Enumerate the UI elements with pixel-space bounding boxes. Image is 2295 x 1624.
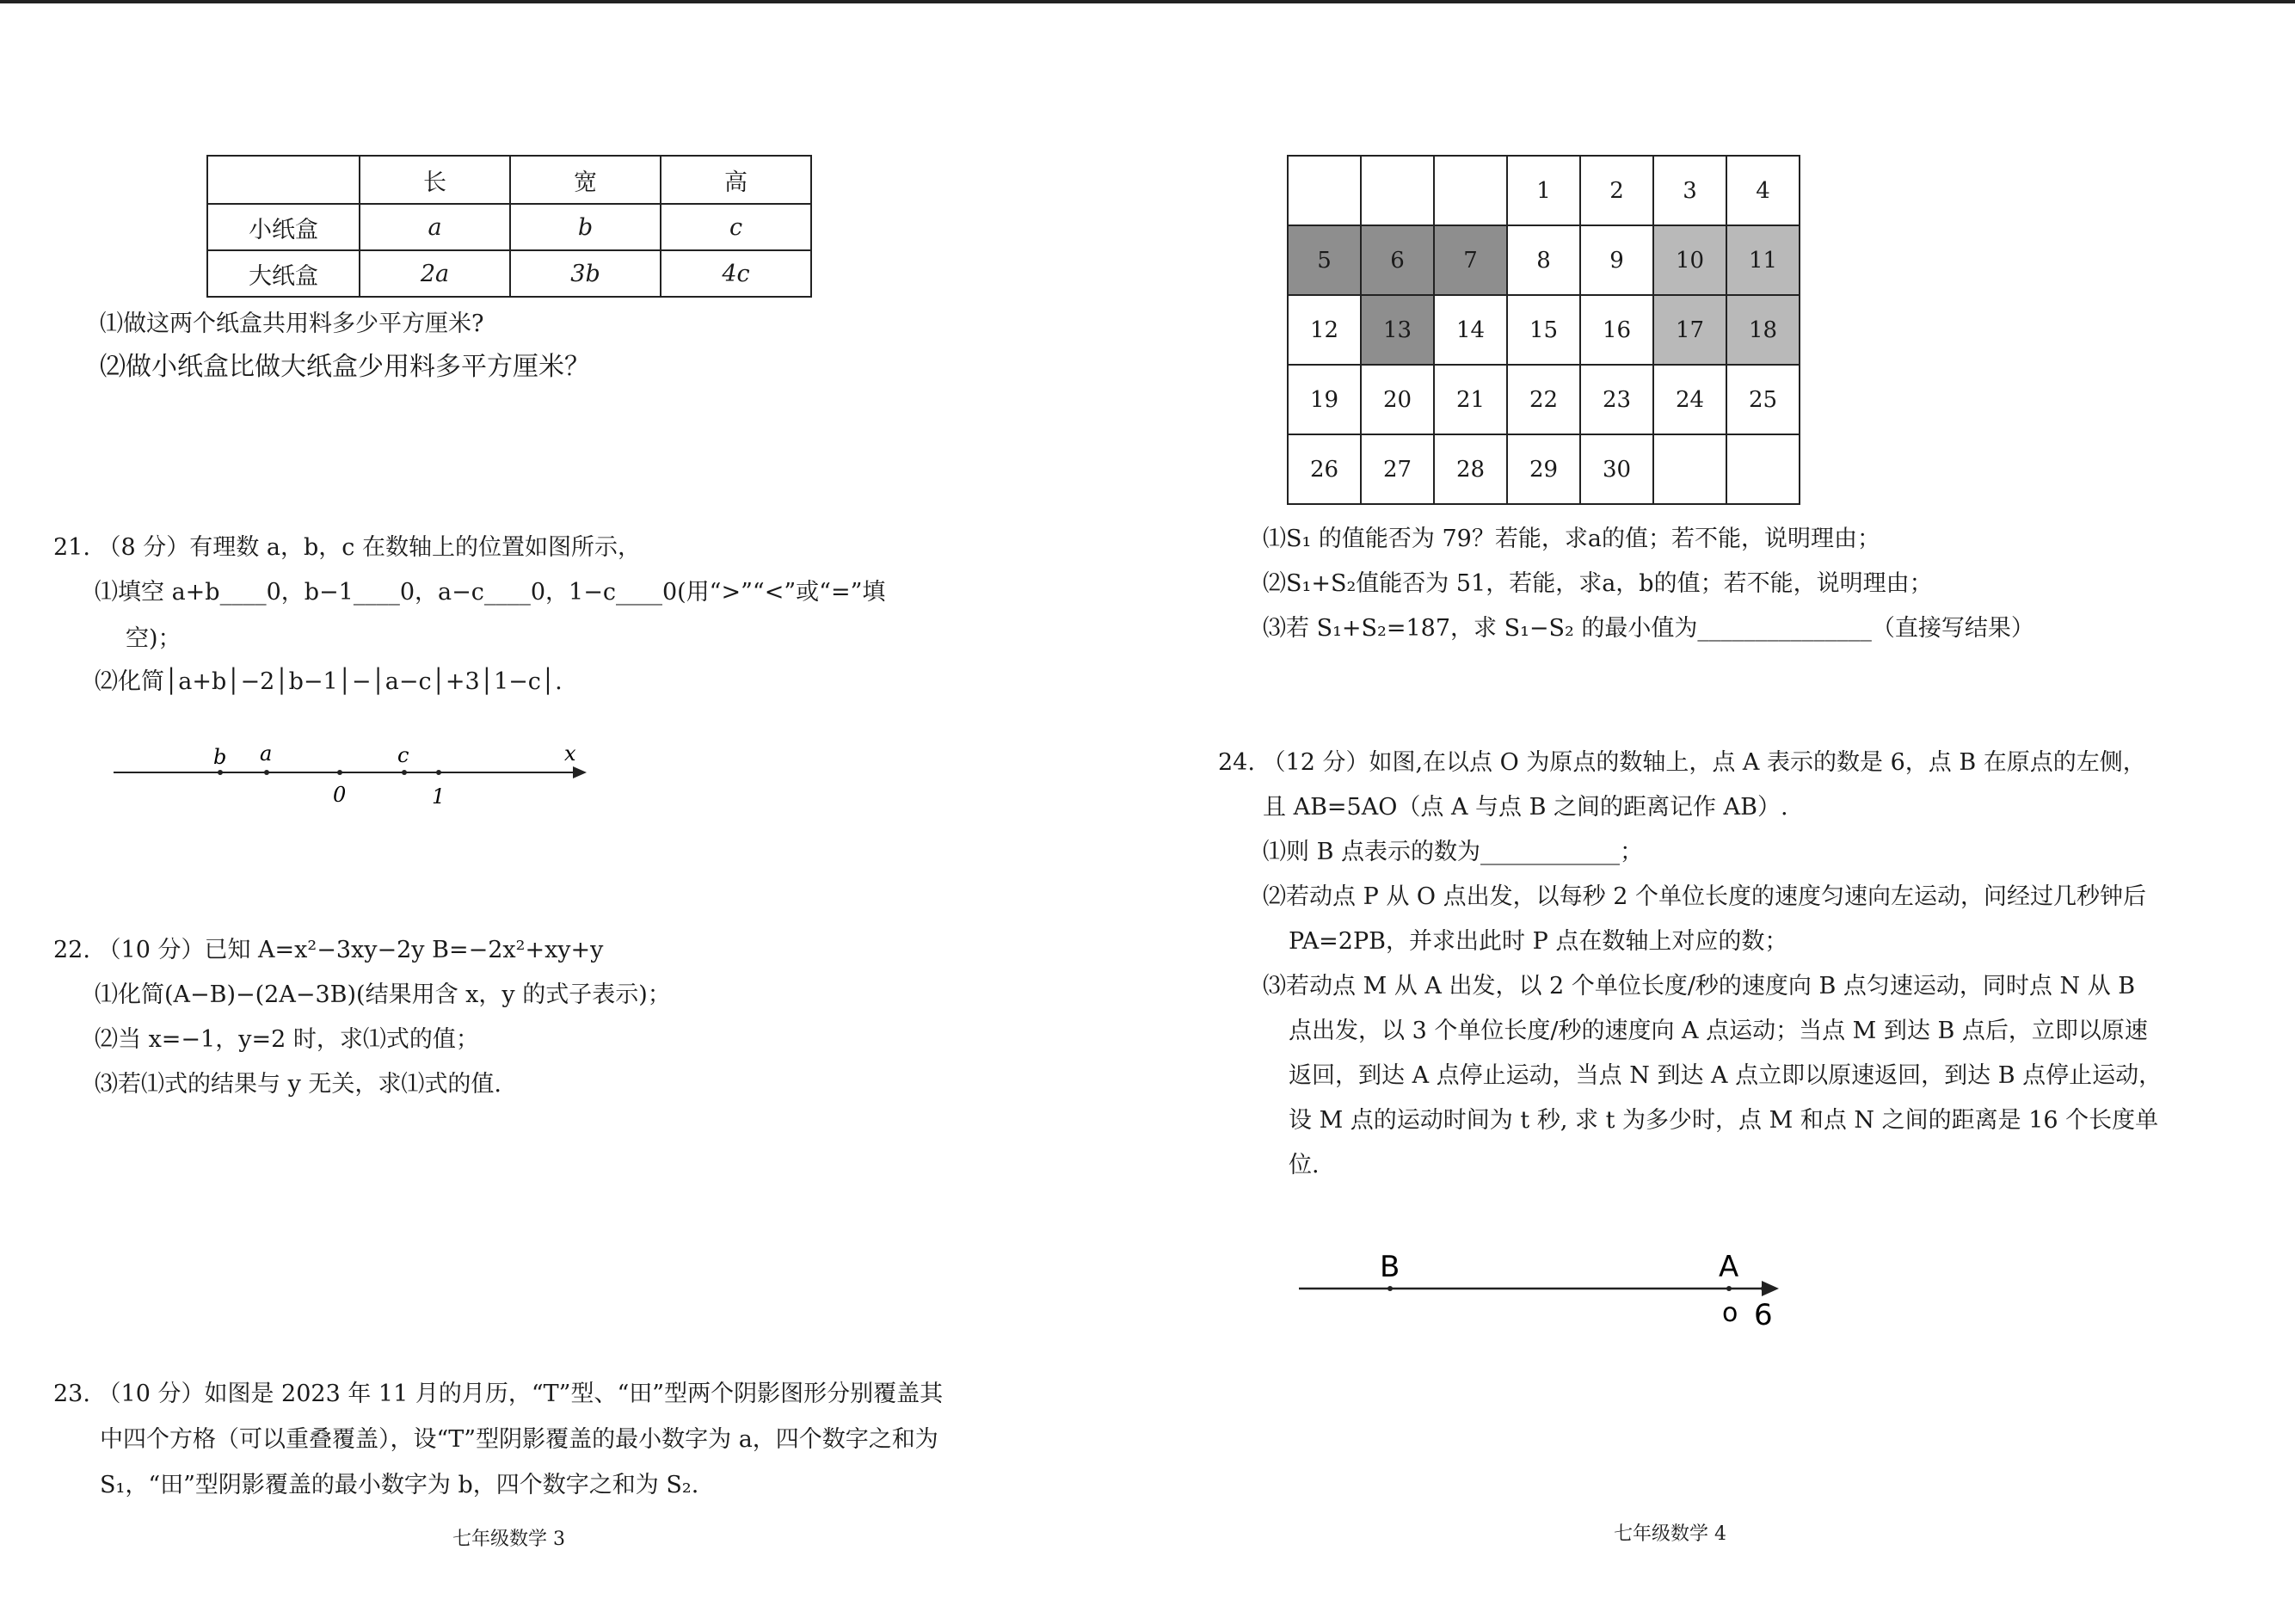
calendar-day: 24 [1653, 365, 1726, 434]
point-a [1761, 1286, 1766, 1291]
table-header-length: 长 [360, 156, 510, 204]
table-cell: a [360, 204, 510, 250]
q21-title: 21. （8 分）有理数 a，b，c 在数轴上的位置如图所示， [53, 534, 641, 561]
table-cell: b [510, 204, 661, 250]
q23-line2: 中四个方格（可以重叠覆盖），设“T”型阴影覆盖的最小数字为 a，四个数字之和为 [100, 1426, 938, 1453]
table-cell: 3b [510, 250, 661, 297]
calendar-day: 20 [1361, 365, 1434, 434]
calendar-day: 30 [1580, 434, 1653, 504]
calendar-day-shaded-t: 13 [1361, 295, 1434, 365]
q24-part3-line3: 返回，到达 A 点停止运动，当点 N 到达 A 点立即以原速返回，到达 B 点停止运动， [1289, 1062, 2163, 1089]
calendar-day-shaded-t: 7 [1434, 225, 1507, 295]
calendar-day: 2 [1580, 156, 1653, 225]
calendar-day: 1 [1507, 156, 1580, 225]
label-c: c [397, 743, 409, 767]
calendar-week-row [1288, 365, 1800, 434]
q23-part2: ⑵S₁+S₂值能否为 51，若能，求a，b的值；若不能，说明理由； [1263, 570, 1933, 597]
label-x: x [564, 741, 576, 766]
calendar-day: 8 [1507, 225, 1580, 295]
q21-part2: ⑵化简│a+b│−2│b−1│−│a−c│+3│1−c│. [95, 668, 563, 695]
calendar-day-shaded-tian: 17 [1653, 295, 1726, 365]
calendar-day-shaded-tian: 18 [1726, 295, 1800, 365]
calendar-day: 21 [1434, 365, 1507, 434]
calendar-day: 15 [1507, 295, 1580, 365]
calendar-day [1726, 434, 1800, 504]
box-dimension-table [206, 155, 812, 298]
label-o: o [1722, 1298, 1738, 1328]
q20-part1: ⑴做这两个纸盒共用料多少平方厘米? [100, 311, 484, 337]
q24-part3-line2: 点出发，以 3 个单位长度/秒的速度向 A 点运动；当点 M 到达 B 点后，立即以原速 [1289, 1018, 2148, 1044]
calendar-week-row [1288, 295, 1800, 365]
calendar-day: 28 [1434, 434, 1507, 504]
calendar-day: 25 [1726, 365, 1800, 434]
calendar-day [1434, 156, 1507, 225]
q23-line1: 23. （10 分）如图是 2023 年 11 月的月历，“T”型、“田”型两个阴影图形分别覆盖其 [53, 1381, 944, 1407]
point-b [218, 770, 223, 775]
calendar-week-row [1288, 225, 1800, 295]
q22-part1: ⑴化简(A−B)−(2A−3B)(结果用含 x，y 的式子表示)； [95, 981, 671, 1008]
q22-part3: ⑶若⑴式的结果与 y 无关，求⑴式的值. [95, 1071, 502, 1098]
q24-part3-line5: 位. [1289, 1152, 1320, 1178]
calendar-day-shaded-tian: 10 [1653, 225, 1726, 295]
q24-part3-line1: ⑶若动点 M 从 A 出发，以 2 个单位长度/秒的速度向 B 点匀速运动，同时点 N 从 B [1263, 973, 2136, 1000]
q22-title: 22. （10 分）已知 A=x²−3xy−2y B=−2x²+xy+y [53, 937, 604, 963]
right-page [1148, 0, 2295, 1624]
q21-part1-line1: ⑴填空 a+b____0，b−1____0，a−c____0，1−c____0(用“>”“<”或“=”填 [95, 579, 886, 606]
calendar-day: 23 [1580, 365, 1653, 434]
label-b: b [213, 745, 227, 769]
q22-part2: ⑵当 x=−1，y=2 时，求⑴式的值； [95, 1026, 479, 1053]
table-header-height: 高 [661, 156, 811, 204]
q20-part2: ⑵做小纸盒比做大纸盒少用料多平方厘米？ [100, 352, 590, 382]
point-a [264, 770, 269, 775]
table-cell: c [661, 204, 811, 250]
row-label-small-box: 小纸盒 [207, 204, 360, 250]
calendar-day-shaded-t: 5 [1288, 225, 1361, 295]
calendar-day: 9 [1580, 225, 1653, 295]
q24-part3-line4: 设 M 点的运动时间为 t 秒, 求 t 为多少时，点 M 和点 N 之间的距离是 16 个长度单 [1289, 1107, 2159, 1134]
point-c [402, 770, 407, 775]
calendar-day: 29 [1507, 434, 1580, 504]
q24-line1: 24. （12 分）如图,在以点 O 为原点的数轴上，点 A 表示的数是 6，点 B 在原点的左侧， [1218, 749, 2146, 776]
table-header-width: 宽 [510, 156, 661, 204]
label-b: B [1380, 1250, 1400, 1284]
point-o [1726, 1286, 1732, 1291]
calendar-day: 26 [1288, 434, 1361, 504]
calendar-day: 19 [1288, 365, 1361, 434]
calendar-day-shaded-t: 6 [1361, 225, 1434, 295]
calendar-day: 3 [1653, 156, 1726, 225]
point-b [1387, 1286, 1393, 1291]
calendar-day [1288, 156, 1361, 225]
calendar-day: 27 [1361, 434, 1434, 504]
q24-part1: ⑴则 B 点表示的数为____________； [1263, 839, 1644, 865]
calendar-grid [1287, 155, 1800, 505]
axis-arrow [573, 766, 587, 778]
q24-part2-line1: ⑵若动点 P 从 O 点出发，以每秒 2 个单位长度的速度匀速向左运动，问经过几秒钟后 [1263, 883, 2146, 910]
table-cell: 4c [661, 250, 811, 297]
calendar-day: 22 [1507, 365, 1580, 434]
label-a: a [260, 741, 273, 766]
calendar-day-shaded-tian: 11 [1726, 225, 1800, 295]
table-row [207, 156, 811, 204]
q24-number-line [1294, 1239, 1793, 1342]
calendar-day: 14 [1434, 295, 1507, 365]
label-a: A [1719, 1250, 1739, 1284]
q21-part1-line2: 空)； [126, 625, 182, 652]
table-row [207, 250, 811, 297]
label-zero: 0 [333, 783, 347, 807]
table-cell [207, 156, 360, 204]
calendar-week-row [1288, 156, 1800, 225]
q24-line2: 且 AB=5AO（点 A 与点 B 之间的距离记作 AB）. [1263, 794, 1788, 821]
label-one: 1 [432, 784, 446, 809]
page-footer: 七年级数学 4 [1614, 1523, 1726, 1545]
q23-line3: S₁，“田”型阴影覆盖的最小数字为 b，四个数字之和为 S₂. [100, 1472, 699, 1498]
point-zero [337, 770, 342, 775]
point-one [436, 770, 441, 775]
label-six: 6 [1754, 1298, 1773, 1332]
page-footer: 七年级数学 3 [452, 1529, 565, 1550]
q24-part2-line2: PA=2PB，并求出此时 P 点在数轴上对应的数； [1289, 928, 1788, 955]
q23-part3: ⑶若 S₁+S₂=187，求 S₁−S₂ 的最小值为_______________（直接写结果） [1263, 615, 2034, 642]
q23-part1: ⑴S₁ 的值能否为 79？若能，求a的值；若不能，说明理由； [1263, 526, 1880, 552]
calendar-day: 16 [1580, 295, 1653, 365]
row-label-large-box: 大纸盒 [207, 250, 360, 297]
calendar-day: 12 [1288, 295, 1361, 365]
table-row [207, 204, 811, 250]
calendar-day [1361, 156, 1434, 225]
calendar-week-row [1288, 434, 1800, 504]
q21-number-line [103, 740, 602, 817]
calendar-day [1653, 434, 1726, 504]
calendar-day: 4 [1726, 156, 1800, 225]
table-cell: 2a [360, 250, 510, 297]
